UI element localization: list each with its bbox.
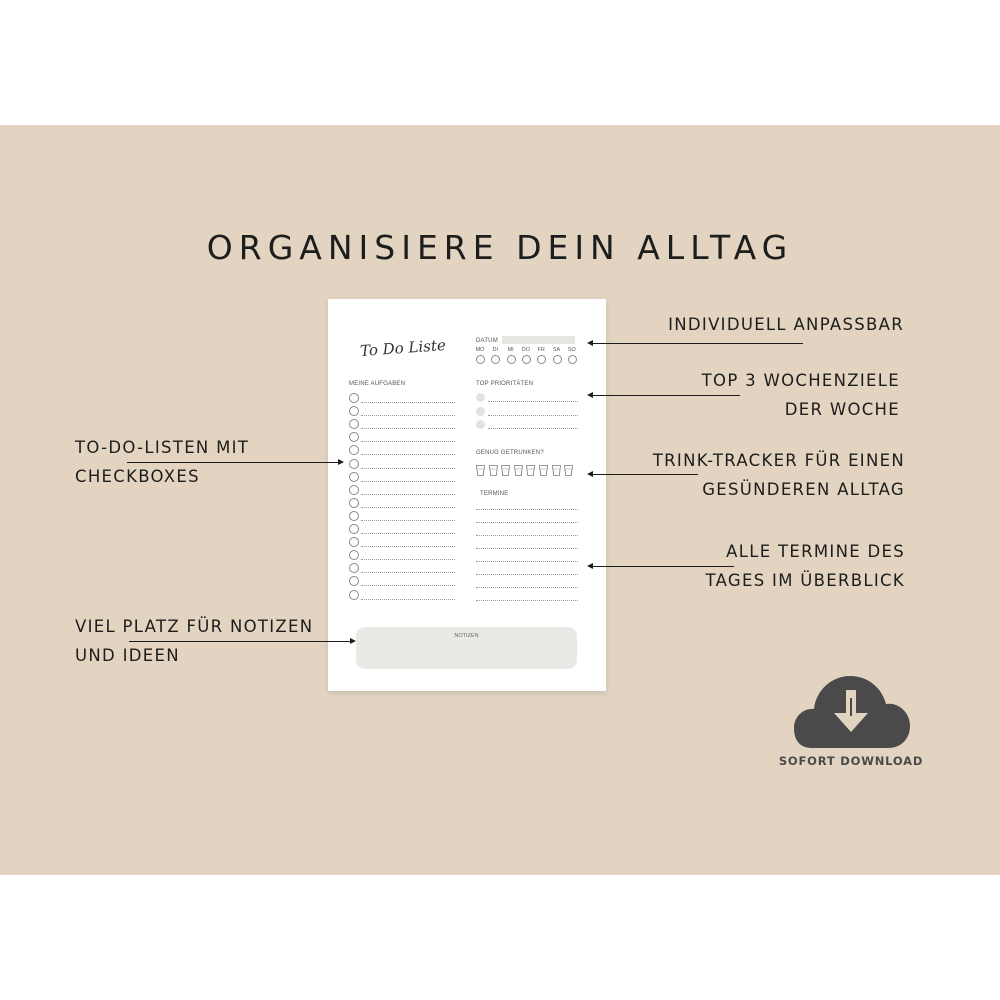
datum-label: DATUM [476, 338, 498, 344]
arrow-notizen [129, 641, 354, 642]
download-label: SOFORT DOWNLOAD [778, 754, 924, 768]
appointment-line [476, 548, 578, 549]
weekday-label: SO [567, 347, 576, 353]
cloud-download-icon [776, 668, 926, 752]
priorities-label: TOP PRIORITÄTEN [476, 381, 534, 387]
task-row [349, 511, 455, 521]
water-glass-icon [489, 465, 498, 476]
task-row [349, 406, 455, 416]
priority-row [476, 393, 578, 403]
task-checkbox [349, 537, 359, 547]
annotation-trink-line1: TRINK-TRACKER FÜR EINEN [652, 451, 905, 470]
weekday-label: DO [521, 347, 531, 353]
task-row [349, 459, 455, 469]
task-row [349, 472, 455, 482]
priority-dot [476, 393, 485, 402]
annotation-termine-line1: ALLE TERMINE DES [726, 542, 905, 561]
annotation-notizen-line2: UND IDEEN [75, 646, 180, 665]
task-row [349, 485, 455, 495]
task-row [349, 393, 455, 403]
water-glass-icon [539, 465, 548, 476]
task-line [361, 546, 455, 547]
appointment-line [476, 509, 578, 510]
weekday-label: DI [492, 347, 499, 353]
task-checkbox [349, 524, 359, 534]
task-line [361, 402, 455, 403]
annotation-termine [706, 537, 905, 595]
weekday-label: MO [475, 347, 485, 353]
headline: ORGANISIERE DEIN ALLTAG [206, 228, 794, 267]
task-line [361, 559, 455, 560]
annotation-termine-line2: TAGES IM ÜBERBLICK [705, 571, 905, 590]
weekday-checkbox [537, 355, 546, 364]
appointment-line [476, 535, 578, 536]
weekday-checkbox [568, 355, 577, 364]
task-checkbox [349, 406, 359, 416]
task-row [349, 590, 455, 600]
weekday-label: FR [537, 347, 545, 353]
appointment-line [476, 522, 578, 523]
water-glass-icon [476, 465, 485, 476]
priority-row [476, 420, 578, 430]
annotation-todo-line1: TO-DO-LISTEN MIT [75, 438, 250, 457]
task-row [349, 445, 455, 455]
task-checkbox [349, 563, 359, 573]
task-row [349, 550, 455, 560]
task-line [361, 468, 455, 469]
task-checkbox [349, 432, 359, 442]
datum-field [502, 336, 575, 344]
task-line [361, 520, 455, 521]
sheet-title: To Do Liste [359, 336, 447, 360]
water-glass-icon [514, 465, 523, 476]
task-row [349, 498, 455, 508]
task-line [361, 507, 455, 508]
weekday-checkbox [476, 355, 485, 364]
notes-box [356, 627, 577, 669]
arrow-termine [589, 566, 734, 567]
water-glass-icon [564, 465, 573, 476]
sofort-download-badge [776, 668, 926, 778]
annotation-notizen-line1: VIEL PLATZ FÜR NOTIZEN [75, 617, 314, 636]
appointments-label: TERMINE [480, 491, 509, 497]
task-checkbox [349, 459, 359, 469]
annotation-trink-line2: GESÜNDEREN ALLTAG [702, 480, 905, 499]
annotation-wochenziele-line1: TOP 3 WOCHENZIELE [701, 371, 900, 390]
task-row [349, 563, 455, 573]
task-line [361, 428, 455, 429]
appointment-line [476, 574, 578, 575]
priority-row [476, 407, 578, 417]
task-line [361, 572, 455, 573]
task-checkbox [349, 511, 359, 521]
arrow-todo [127, 462, 342, 463]
drink-tracker-label: GENUG GETRUNKEN? [476, 450, 544, 456]
weekday-checkbox [491, 355, 500, 364]
priority-line [488, 401, 578, 402]
weekday-label: MI [507, 347, 514, 353]
task-line [361, 494, 455, 495]
task-line [361, 481, 455, 482]
priority-dot [476, 420, 485, 429]
task-line [361, 599, 455, 600]
appointment-line [476, 600, 578, 601]
priority-line [488, 428, 578, 429]
priority-line [488, 415, 578, 416]
appointment-line [476, 587, 578, 588]
water-glass-icon [501, 465, 510, 476]
priority-dot [476, 407, 485, 416]
weekday-checkbox [553, 355, 562, 364]
water-glass-icon [526, 465, 535, 476]
task-checkbox [349, 485, 359, 495]
task-line [361, 441, 455, 442]
appointment-line [476, 561, 578, 562]
task-line [361, 585, 455, 586]
annotation-trink [653, 446, 905, 504]
task-checkbox [349, 498, 359, 508]
task-row [349, 576, 455, 586]
task-checkbox [349, 445, 359, 455]
arrow-individuell [589, 343, 803, 344]
task-line [361, 454, 455, 455]
task-row [349, 524, 455, 534]
weekday-checkbox [507, 355, 516, 364]
annotation-individuell [668, 310, 904, 339]
todo-planner-sheet [328, 299, 606, 691]
task-row [349, 537, 455, 547]
arrow-trink [589, 474, 698, 475]
task-checkbox [349, 590, 359, 600]
tasks-label: MEINE AUFGABEN [349, 381, 406, 387]
task-row [349, 419, 455, 429]
annotation-wochenziele-line2: DER WOCHE [784, 400, 900, 419]
task-checkbox [349, 550, 359, 560]
task-checkbox [349, 419, 359, 429]
annotation-individuell-text: INDIVIDUELL ANPASSBAR [668, 315, 904, 334]
task-line [361, 415, 455, 416]
task-checkbox [349, 576, 359, 586]
task-row [349, 432, 455, 442]
weekday-checkbox [522, 355, 531, 364]
task-checkbox [349, 393, 359, 403]
weekday-label: SA [552, 347, 561, 353]
task-checkbox [349, 472, 359, 482]
water-glass-icon [552, 465, 561, 476]
notes-label: NOTIZEN [454, 633, 479, 639]
arrow-wochenziele [589, 395, 740, 396]
annotation-todo-line2: CHECKBOXES [75, 467, 200, 486]
task-line [361, 533, 455, 534]
